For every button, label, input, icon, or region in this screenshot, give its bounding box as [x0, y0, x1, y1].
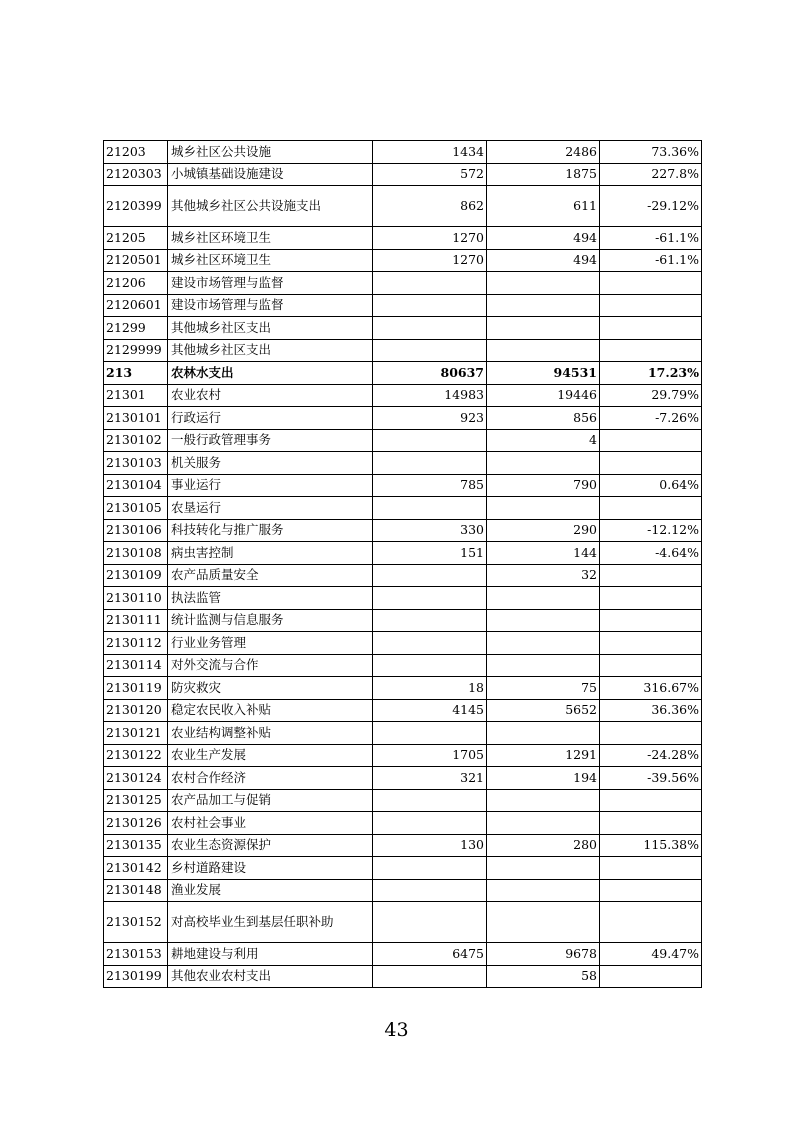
- cell-change-pct: [600, 722, 702, 745]
- cell-change-pct: [600, 429, 702, 452]
- cell-value-2: 4: [487, 429, 600, 452]
- cell-value-1: 1705: [373, 744, 487, 767]
- cell-code: 2130114: [104, 654, 168, 677]
- cell-value-1: 4145: [373, 699, 487, 722]
- cell-value-2: 280: [487, 834, 600, 857]
- cell-item-name: 执法监管: [168, 587, 373, 610]
- cell-value-2: [487, 632, 600, 655]
- cell-code: 2130122: [104, 744, 168, 767]
- cell-value-1: [373, 609, 487, 632]
- table-row: [104, 227, 702, 250]
- cell-value-1: 1270: [373, 227, 487, 250]
- cell-change-pct: [600, 339, 702, 362]
- cell-item-name: 小城镇基础设施建设: [168, 163, 373, 186]
- cell-value-1: 785: [373, 474, 487, 497]
- cell-code: 2120501: [104, 249, 168, 272]
- cell-change-pct: 227.8%: [600, 163, 702, 186]
- cell-code: 2130111: [104, 609, 168, 632]
- cell-value-2: [487, 294, 600, 317]
- table-row: [104, 452, 702, 475]
- cell-change-pct: 0.64%: [600, 474, 702, 497]
- cell-value-2: 790: [487, 474, 600, 497]
- cell-code: 2130106: [104, 519, 168, 542]
- table-row: [104, 587, 702, 610]
- cell-change-pct: 49.47%: [600, 943, 702, 966]
- cell-value-1: [373, 857, 487, 880]
- cell-change-pct: [600, 965, 702, 988]
- cell-value-1: 862: [373, 186, 487, 227]
- cell-value-2: 5652: [487, 699, 600, 722]
- table-row: [104, 384, 702, 407]
- cell-value-1: [373, 272, 487, 295]
- cell-change-pct: [600, 609, 702, 632]
- cell-item-name: 机关服务: [168, 452, 373, 475]
- cell-value-2: 1291: [487, 744, 600, 767]
- cell-value-1: 14983: [373, 384, 487, 407]
- cell-code: 21301: [104, 384, 168, 407]
- cell-item-name: 城乡社区环境卫生: [168, 249, 373, 272]
- cell-change-pct: 36.36%: [600, 699, 702, 722]
- cell-item-name: 城乡社区公共设施: [168, 141, 373, 164]
- table-row: [104, 519, 702, 542]
- cell-value-1: 572: [373, 163, 487, 186]
- cell-item-name: 对外交流与合作: [168, 654, 373, 677]
- cell-value-2: [487, 654, 600, 677]
- table-row: [104, 834, 702, 857]
- cell-change-pct: [600, 857, 702, 880]
- cell-item-name: 农业农村: [168, 384, 373, 407]
- cell-code: 2130153: [104, 943, 168, 966]
- cell-code: 2130103: [104, 452, 168, 475]
- cell-value-1: [373, 429, 487, 452]
- cell-change-pct: [600, 902, 702, 943]
- cell-item-name: 农业生产发展: [168, 744, 373, 767]
- cell-item-name: 乡村道路建设: [168, 857, 373, 880]
- cell-value-2: [487, 902, 600, 943]
- cell-change-pct: [600, 812, 702, 835]
- cell-item-name: 对高校毕业生到基层任职补助: [168, 902, 373, 943]
- cell-code: 21205: [104, 227, 168, 250]
- cell-change-pct: -29.12%: [600, 186, 702, 227]
- cell-value-1: [373, 965, 487, 988]
- cell-change-pct: [600, 317, 702, 340]
- cell-code: 2130112: [104, 632, 168, 655]
- cell-value-2: [487, 497, 600, 520]
- cell-value-1: 1434: [373, 141, 487, 164]
- cell-item-name: 行政运行: [168, 407, 373, 430]
- cell-value-1: [373, 294, 487, 317]
- table-row: [104, 609, 702, 632]
- cell-code: 2130126: [104, 812, 168, 835]
- cell-code: 2130101: [104, 407, 168, 430]
- cell-item-name: 病虫害控制: [168, 542, 373, 565]
- cell-change-pct: [600, 497, 702, 520]
- cell-value-2: [487, 812, 600, 835]
- cell-change-pct: 115.38%: [600, 834, 702, 857]
- cell-value-2: [487, 609, 600, 632]
- cell-item-name: 科技转化与推广服务: [168, 519, 373, 542]
- table-row: [104, 407, 702, 430]
- cell-code: 2130135: [104, 834, 168, 857]
- table-row: [104, 857, 702, 880]
- cell-code: 2130119: [104, 677, 168, 700]
- cell-code: 2130120: [104, 699, 168, 722]
- cell-code: 2130104: [104, 474, 168, 497]
- cell-value-1: [373, 879, 487, 902]
- table-row: [104, 699, 702, 722]
- table-row: [104, 744, 702, 767]
- cell-value-2: [487, 317, 600, 340]
- cell-value-2: 856: [487, 407, 600, 430]
- cell-item-name: 农业生态资源保护: [168, 834, 373, 857]
- cell-item-name: 其他城乡社区支出: [168, 339, 373, 362]
- cell-value-2: 94531: [487, 362, 600, 385]
- cell-change-pct: -61.1%: [600, 227, 702, 250]
- cell-code: 21299: [104, 317, 168, 340]
- cell-change-pct: [600, 294, 702, 317]
- table-row: [104, 879, 702, 902]
- cell-value-1: 151: [373, 542, 487, 565]
- cell-item-name: 防灾救灾: [168, 677, 373, 700]
- cell-item-name: 统计监测与信息服务: [168, 609, 373, 632]
- cell-value-2: [487, 587, 600, 610]
- cell-item-name: 建设市场管理与监督: [168, 294, 373, 317]
- table-row: [104, 767, 702, 790]
- cell-change-pct: 73.36%: [600, 141, 702, 164]
- cell-value-2: 2486: [487, 141, 600, 164]
- cell-change-pct: [600, 879, 702, 902]
- cell-code: 2130105: [104, 497, 168, 520]
- cell-value-1: 321: [373, 767, 487, 790]
- cell-value-1: [373, 497, 487, 520]
- table-row: [104, 965, 702, 988]
- table-row: [104, 943, 702, 966]
- cell-change-pct: [600, 587, 702, 610]
- cell-code: 2130148: [104, 879, 168, 902]
- cell-value-1: 130: [373, 834, 487, 857]
- cell-change-pct: [600, 789, 702, 812]
- cell-code: 21206: [104, 272, 168, 295]
- cell-value-2: 9678: [487, 943, 600, 966]
- cell-value-2: 194: [487, 767, 600, 790]
- cell-change-pct: -7.26%: [600, 407, 702, 430]
- cell-change-pct: [600, 564, 702, 587]
- cell-item-name: 其他城乡社区支出: [168, 317, 373, 340]
- table-row: [104, 163, 702, 186]
- cell-change-pct: -61.1%: [600, 249, 702, 272]
- cell-code: 2130199: [104, 965, 168, 988]
- cell-item-name: 农业结构调整补贴: [168, 722, 373, 745]
- cell-code: 2130152: [104, 902, 168, 943]
- table-row: [104, 677, 702, 700]
- cell-value-2: [487, 789, 600, 812]
- cell-code: 2130142: [104, 857, 168, 880]
- table-row: [104, 564, 702, 587]
- table-row: [104, 474, 702, 497]
- cell-value-1: [373, 722, 487, 745]
- cell-change-pct: -4.64%: [600, 542, 702, 565]
- cell-value-1: 1270: [373, 249, 487, 272]
- budget-table-body: [104, 141, 702, 988]
- cell-item-name: 城乡社区环境卫生: [168, 227, 373, 250]
- table-row: [104, 141, 702, 164]
- cell-change-pct: [600, 654, 702, 677]
- cell-code: 2130102: [104, 429, 168, 452]
- cell-code: 2130109: [104, 564, 168, 587]
- cell-value-1: [373, 587, 487, 610]
- cell-change-pct: [600, 632, 702, 655]
- table-row: [104, 317, 702, 340]
- page-number: 43: [384, 1019, 409, 1041]
- cell-item-name: 行业业务管理: [168, 632, 373, 655]
- table-row: [104, 339, 702, 362]
- cell-value-2: 494: [487, 249, 600, 272]
- table-row: [104, 362, 702, 385]
- table-row: [104, 902, 702, 943]
- cell-code: 2130124: [104, 767, 168, 790]
- cell-value-2: [487, 272, 600, 295]
- cell-change-pct: [600, 452, 702, 475]
- cell-item-name: 农产品质量安全: [168, 564, 373, 587]
- cell-item-name: 农垦运行: [168, 497, 373, 520]
- cell-value-1: [373, 902, 487, 943]
- cell-change-pct: 29.79%: [600, 384, 702, 407]
- cell-value-2: 611: [487, 186, 600, 227]
- cell-value-1: [373, 812, 487, 835]
- table-row: [104, 272, 702, 295]
- cell-item-name: 农产品加工与促销: [168, 789, 373, 812]
- cell-item-name: 农林水支出: [168, 362, 373, 385]
- cell-code: 2120399: [104, 186, 168, 227]
- cell-change-pct: -24.28%: [600, 744, 702, 767]
- table-row: [104, 812, 702, 835]
- cell-item-name: 农村合作经济: [168, 767, 373, 790]
- cell-item-name: 渔业发展: [168, 879, 373, 902]
- table-row: [104, 654, 702, 677]
- table-row: [104, 294, 702, 317]
- cell-value-2: 58: [487, 965, 600, 988]
- cell-value-1: 6475: [373, 943, 487, 966]
- table-row: [104, 789, 702, 812]
- cell-value-2: 75: [487, 677, 600, 700]
- cell-value-2: [487, 857, 600, 880]
- cell-value-2: [487, 339, 600, 362]
- cell-value-2: 494: [487, 227, 600, 250]
- cell-item-name: 耕地建设与利用: [168, 943, 373, 966]
- cell-value-1: 80637: [373, 362, 487, 385]
- cell-value-2: [487, 452, 600, 475]
- cell-value-1: [373, 452, 487, 475]
- cell-code: 21203: [104, 141, 168, 164]
- table-row: [104, 249, 702, 272]
- cell-value-1: 923: [373, 407, 487, 430]
- cell-value-2: 19446: [487, 384, 600, 407]
- cell-code: 2130121: [104, 722, 168, 745]
- cell-value-1: [373, 789, 487, 812]
- cell-code: 2130108: [104, 542, 168, 565]
- cell-value-1: 330: [373, 519, 487, 542]
- cell-change-pct: 17.23%: [600, 362, 702, 385]
- cell-item-name: 事业运行: [168, 474, 373, 497]
- table-row: [104, 542, 702, 565]
- table-row: [104, 722, 702, 745]
- cell-code: 2130125: [104, 789, 168, 812]
- table-row: [104, 429, 702, 452]
- cell-item-name: 稳定农民收入补贴: [168, 699, 373, 722]
- cell-item-name: 农村社会事业: [168, 812, 373, 835]
- cell-value-2: 290: [487, 519, 600, 542]
- table-row: [104, 186, 702, 227]
- budget-table: [103, 140, 702, 988]
- cell-change-pct: [600, 272, 702, 295]
- cell-value-2: [487, 879, 600, 902]
- table-row: [104, 632, 702, 655]
- cell-value-1: [373, 632, 487, 655]
- cell-value-1: [373, 564, 487, 587]
- cell-value-1: [373, 654, 487, 677]
- cell-item-name: 一般行政管理事务: [168, 429, 373, 452]
- cell-code: 2130110: [104, 587, 168, 610]
- cell-value-2: 1875: [487, 163, 600, 186]
- cell-code: 2120303: [104, 163, 168, 186]
- cell-code: 2129999: [104, 339, 168, 362]
- cell-change-pct: 316.67%: [600, 677, 702, 700]
- cell-item-name: 其他城乡社区公共设施支出: [168, 186, 373, 227]
- cell-item-name: 建设市场管理与监督: [168, 272, 373, 295]
- cell-change-pct: -39.56%: [600, 767, 702, 790]
- cell-value-1: [373, 317, 487, 340]
- cell-value-2: [487, 722, 600, 745]
- cell-value-2: 32: [487, 564, 600, 587]
- cell-code: 213: [104, 362, 168, 385]
- table-row: [104, 497, 702, 520]
- cell-value-2: 144: [487, 542, 600, 565]
- cell-code: 2120601: [104, 294, 168, 317]
- cell-value-1: 18: [373, 677, 487, 700]
- cell-value-1: [373, 339, 487, 362]
- cell-change-pct: -12.12%: [600, 519, 702, 542]
- cell-item-name: 其他农业农村支出: [168, 965, 373, 988]
